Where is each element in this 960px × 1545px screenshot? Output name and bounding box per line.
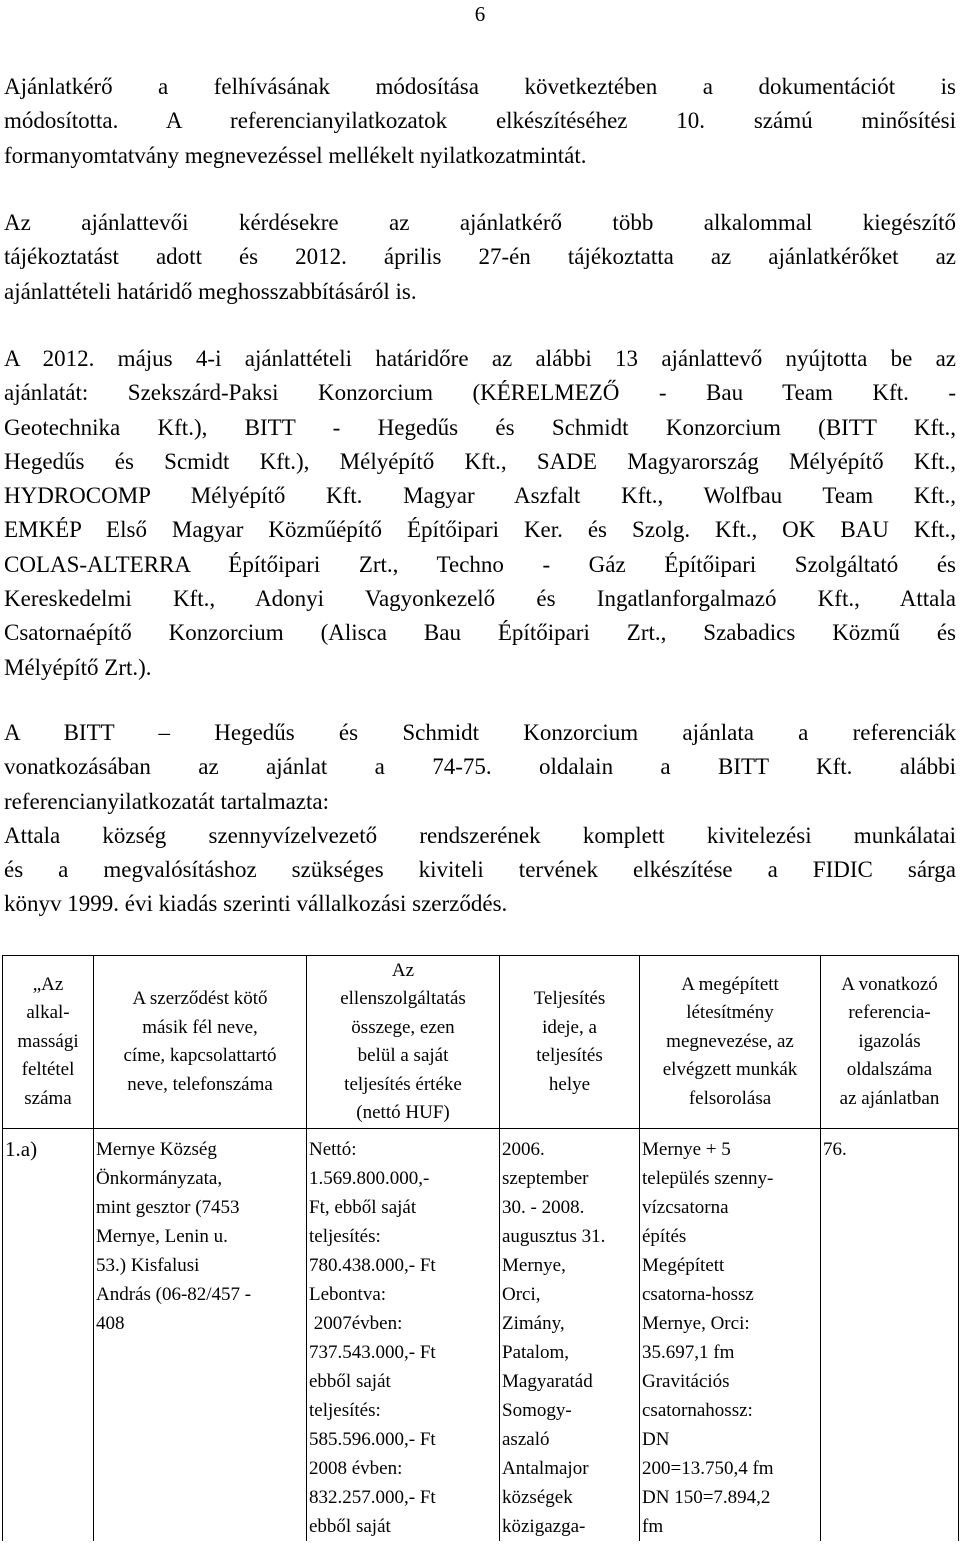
paragraph-documentation-change [4, 70, 956, 173]
paragraph-line: tájékoztatást adott és 2012. április 27-én tájékoztatta az ajánlatkérőket az [4, 244, 956, 270]
header-completion-time-place: Teljesítés ideje, a teljesítés helye [500, 956, 640, 1129]
header-suitability-condition: „Az alkal- massági feltétel száma [3, 956, 94, 1129]
reference-table [2, 955, 959, 1541]
paragraph-line: Kereskedelmi Kft., Adonyi Vagyonkezelő és Ingatlanforgalmazó Kft., Attala [4, 586, 956, 612]
paragraph-line: HYDROCOMP Mélyépítő Kft. Magyar Aszfalt Kft., Wolfbau Team Kft., [4, 483, 956, 509]
paragraph-line: Geotechnika Kft.), BITT - Hegedűs és Schmidt Konzorcium (BITT Kft., [4, 414, 956, 440]
paragraph-bidders-list [4, 342, 956, 685]
paragraph-line: Hegedűs és Scmidt Kft.), Mélyépítő Kft., SADE Magyarország Mélyépítő Kft., [4, 448, 956, 474]
cell-consideration-value: Nettó: 1.569.800.000,- Ft, ebből saját teljesítés: 780.438.000,- Ft Lebontva: 2007évben: 737.543.000,- Ft ebből saját teljesítés: 585.596.000,- Ft 2008 évben: 832.257.000,- Ft ebből saját [307, 1129, 500, 1542]
paragraph-line: Csatornaépítő Konzorcium (Alisca Bau Építőipari Zrt., Szabadics Közmű és [4, 620, 956, 646]
paragraph-line: Mélyépítő Zrt.). [4, 654, 152, 680]
cell-condition-number: 1.a) [3, 1129, 94, 1542]
paragraph-line: referencianyilatkozatát tartalmazta: [4, 788, 329, 814]
header-contracting-party: A szerződést kötő másik fél neve, címe, kapcsolattartó neve, telefonszáma [94, 956, 307, 1129]
cell-reference-page: 76. [821, 1129, 959, 1542]
table-row [3, 1129, 959, 1542]
paragraph-line: EMKÉP Első Magyar Közműépítő Építőipari Ker. és Szolg. Kft., OK BAU Kft., [4, 517, 956, 543]
table-header-row [3, 956, 959, 1129]
paragraph-line: Az ajánlattevői kérdésekre az ajánlatkérő több alkalommal kiegészítő [4, 210, 956, 235]
header-consideration-value: Az ellenszolgáltatás összege, ezen belül a saját teljesítés értéke (nettó HUF) [307, 956, 500, 1129]
paragraph-line: Attala község szennyvízelvezető rendszerének komplett kivitelezési munkálatai [4, 822, 956, 848]
cell-contracting-party: Mernye Község Önkormányzata, mint gesztor (7453 Mernye, Lenin u. 53.) Kisfalusi András (06-82/457 - 408 [94, 1129, 307, 1542]
page-number: 6 [474, 2, 486, 26]
paragraph-supplementary-info [4, 206, 956, 309]
header-reference-page: A vonatkozó referencia- igazolás oldalszáma az ajánlatban [821, 956, 959, 1129]
paragraph-line: A 2012. május 4-i ajánlattételi határidőre az alábbi 13 ajánlattevő nyújtotta be az [4, 346, 956, 371]
cell-facility-description: Mernye + 5 település szenny- vízcsatorna építés Megépített csatorna-hossz Mernye, Orci: 35.697,1 fm Gravitációs csatornahossz: DN 200=13.750,4 fm DN 150=7.894,2 fm [640, 1129, 821, 1542]
paragraph-bitt-reference [4, 716, 956, 922]
cell-completion-time-place: 2006. szeptember 30. - 2008. augusztus 31. Mernye, Orci, Zimány, Patalom, Magyaratád Somogy- aszaló Antalmajor községek közigazga- [500, 1129, 640, 1542]
paragraph-line: COLAS-ALTERRA Építőipari Zrt., Techno - Gáz Építőipari Szolgáltató és [4, 551, 956, 577]
paragraph-line: és a megvalósításhoz szükséges kiviteli tervének elkészítése a FIDIC sárga [4, 857, 956, 883]
paragraph-line: formanyomtatvány megnevezéssel mellékelt nyilatkozatmintát. [4, 142, 587, 168]
paragraph-line: A BITT – Hegedűs és Schmidt Konzorcium ajánlata a referenciák [4, 720, 956, 745]
paragraph-line: Ajánlatkérő a felhívásának módosítása következtében a dokumentációt is [4, 74, 956, 99]
header-facility-description: A megépített létesítmény megnevezése, az elvégzett munkák felsorolása [640, 956, 821, 1129]
paragraph-line: könyv 1999. évi kiadás szerinti vállalkozási szerződés. [4, 891, 508, 917]
paragraph-line: módosította. A referencianyilatkozatok elkészítéséhez 10. számú minősítési [4, 108, 956, 134]
paragraph-line: ajánlatát: Szekszárd-Paksi Konzorcium (KÉRELMEZŐ - Bau Team Kft. - [4, 380, 956, 406]
paragraph-line: ajánlattételi határidő meghosszabbításáról is. [4, 278, 417, 304]
paragraph-line: vonatkozásában az ajánlat a 74-75. oldalain a BITT Kft. alábbi [4, 754, 956, 780]
